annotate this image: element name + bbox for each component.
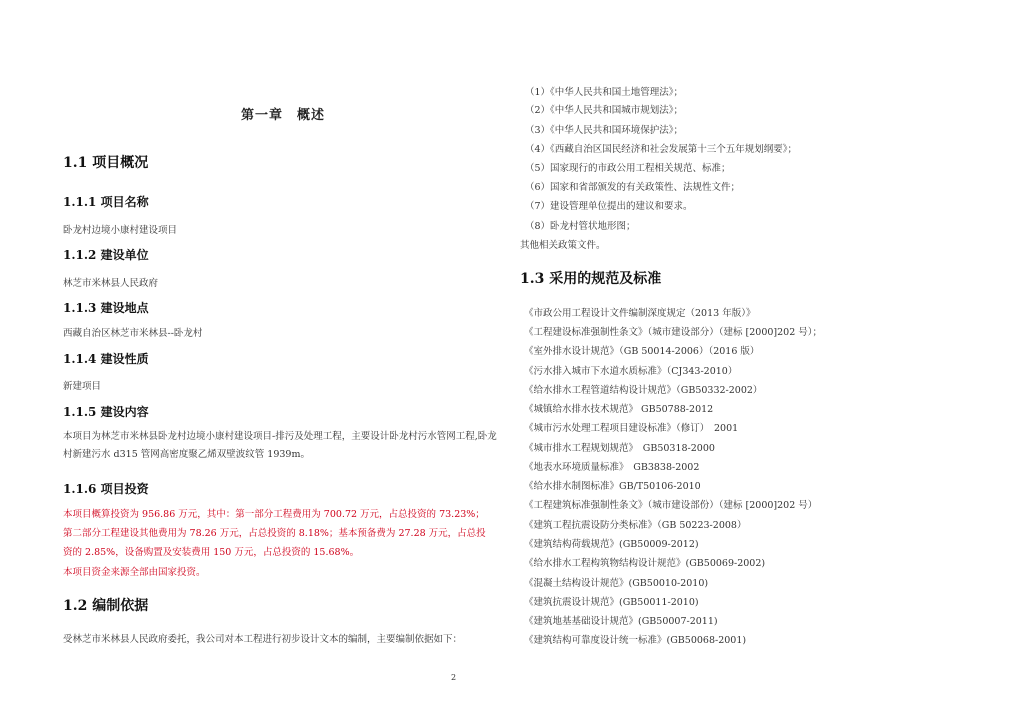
basis-item: （4）《西藏自治区国民经济和社会发展第十三个五年规划纲要》；	[525, 144, 798, 155]
standard-item: 《工程建筑标准强制性条文》（城市建设部份）（建标 [2000]202 号）	[524, 500, 818, 511]
section-1-1-2-heading: 1.1.2 建设单位	[63, 248, 149, 262]
construction-content: 本项目为林芝市米林县卧龙村边境小康村建设项目-排污及处理工程，主要设计卧龙村污水管网工程,卧龙村新建污水 d315 管网高密度聚乙烯双壁波纹管 1939m。	[63, 431, 497, 460]
project-name: 卧龙村边境小康村建设项目	[63, 225, 178, 236]
standard-item: 《城市污水处理工程项目建设标准》（修订） 2001	[524, 423, 739, 434]
standard-item: 《建筑结构可靠度设计统一标准》(GB50068-2001)	[524, 635, 747, 646]
basis-item: （3）《中华人民共和国环境保护法》；	[525, 125, 684, 136]
standard-item: 《给水排水工程构筑物结构设计规范》(GB50069-2002)	[524, 558, 766, 569]
basis-item: （6）国家和省部颁发的有关政策性、法规性文件；	[525, 182, 741, 193]
section-1-1-heading: 1.1 项目概况	[63, 155, 149, 171]
section-1-1-4-heading: 1.1.4 建设性质	[63, 352, 149, 366]
standard-item: 《建筑抗震设计规范》(GB50011-2010)	[524, 597, 699, 608]
nature: 新建项目	[63, 381, 102, 392]
standard-item: 《混凝土结构设计规范》(GB50010-2010)	[524, 578, 709, 589]
basis-item: （1）《中华人民共和国土地管理法》；	[525, 87, 684, 98]
section-1-1-1-heading: 1.1.1 项目名称	[63, 195, 149, 209]
standard-item: 《地表水环境质量标准》 GB3838-2002	[524, 462, 700, 473]
builder: 林芝市米林县人民政府	[63, 278, 159, 289]
standard-item: 《给水排水制图标准》GB/T50106-2010	[524, 481, 701, 492]
chapter-title: 第一章 概述	[241, 108, 326, 123]
page-number: 2	[451, 673, 457, 682]
standard-item: 《建筑工程抗震设防分类标准》（GB 50223-2008）	[524, 520, 747, 531]
section-1-3-heading: 1.3 采用的规范及标准	[520, 271, 662, 287]
basis-intro: 受林芝市米林县人民政府委托，我公司对本工程进行初步设计文本的编制，主要编制依据如下：	[63, 634, 463, 645]
basis-item: （2）《中华人民共和国城市规划法》；	[525, 105, 684, 116]
standard-item: 《城市排水工程规划规范》 GB50318-2000	[524, 443, 715, 454]
investment-line: 资的 2.85%，设备购置及安装费用 150 万元，占总投资的 15.68%。	[63, 547, 360, 558]
standard-item: 《建筑结构荷载规范》(GB50009-2012)	[524, 539, 699, 550]
section-1-1-3-heading: 1.1.3 建设地点	[63, 301, 149, 315]
section-1-1-5-heading: 1.1.5 建设内容	[63, 405, 149, 419]
investment-line: 本项目资金来源全部由国家投资。	[63, 567, 206, 578]
basis-item: （8）卧龙村管状地形图；	[525, 221, 636, 232]
standard-item: 《工程建设标准强制性条文》（城市建设部分）（建标 [2000]202 号）；	[524, 327, 823, 338]
standard-item: 《室外排水设计规范》（GB 50014-2006）（2016 版）	[524, 346, 760, 357]
standard-item: 《污水排入城市下水道水质标准》（CJ343-2010）	[524, 366, 738, 377]
standard-item: 《市政公用工程设计文件编制深度规定（2013 年版）》	[524, 308, 756, 319]
standard-item: 《建筑地基基础设计规范》(GB50007-2011)	[524, 616, 718, 627]
location: 西藏自治区林芝市米林县--卧龙村	[63, 328, 203, 339]
basis-item: （7）建设管理单位提出的建议和要求。	[525, 201, 693, 212]
basis-item: （5）国家现行的市政公用工程相关规范、标准；	[525, 163, 731, 174]
investment-line: 第二部分工程建设其他费用为 78.26 万元，占总投资的 8.18%；基本预备费为 27.28 万元，占总投	[63, 528, 486, 539]
standard-item: 《城镇给水排水技术规范》 GB50788-2012	[524, 404, 714, 415]
section-1-1-6-heading: 1.1.6 项目投资	[63, 482, 149, 496]
standard-item: 《给水排水工程管道结构设计规范》（GB50332-2002）	[524, 385, 763, 396]
basis-item: 其他相关政策文件。	[520, 240, 606, 251]
section-1-2-heading: 1.2 编制依据	[63, 598, 149, 614]
investment-line: 本项目概算投资为 956.86 万元，其中：第一部分工程费用为 700.72 万元，占总投资的 73.23%；	[63, 509, 485, 520]
